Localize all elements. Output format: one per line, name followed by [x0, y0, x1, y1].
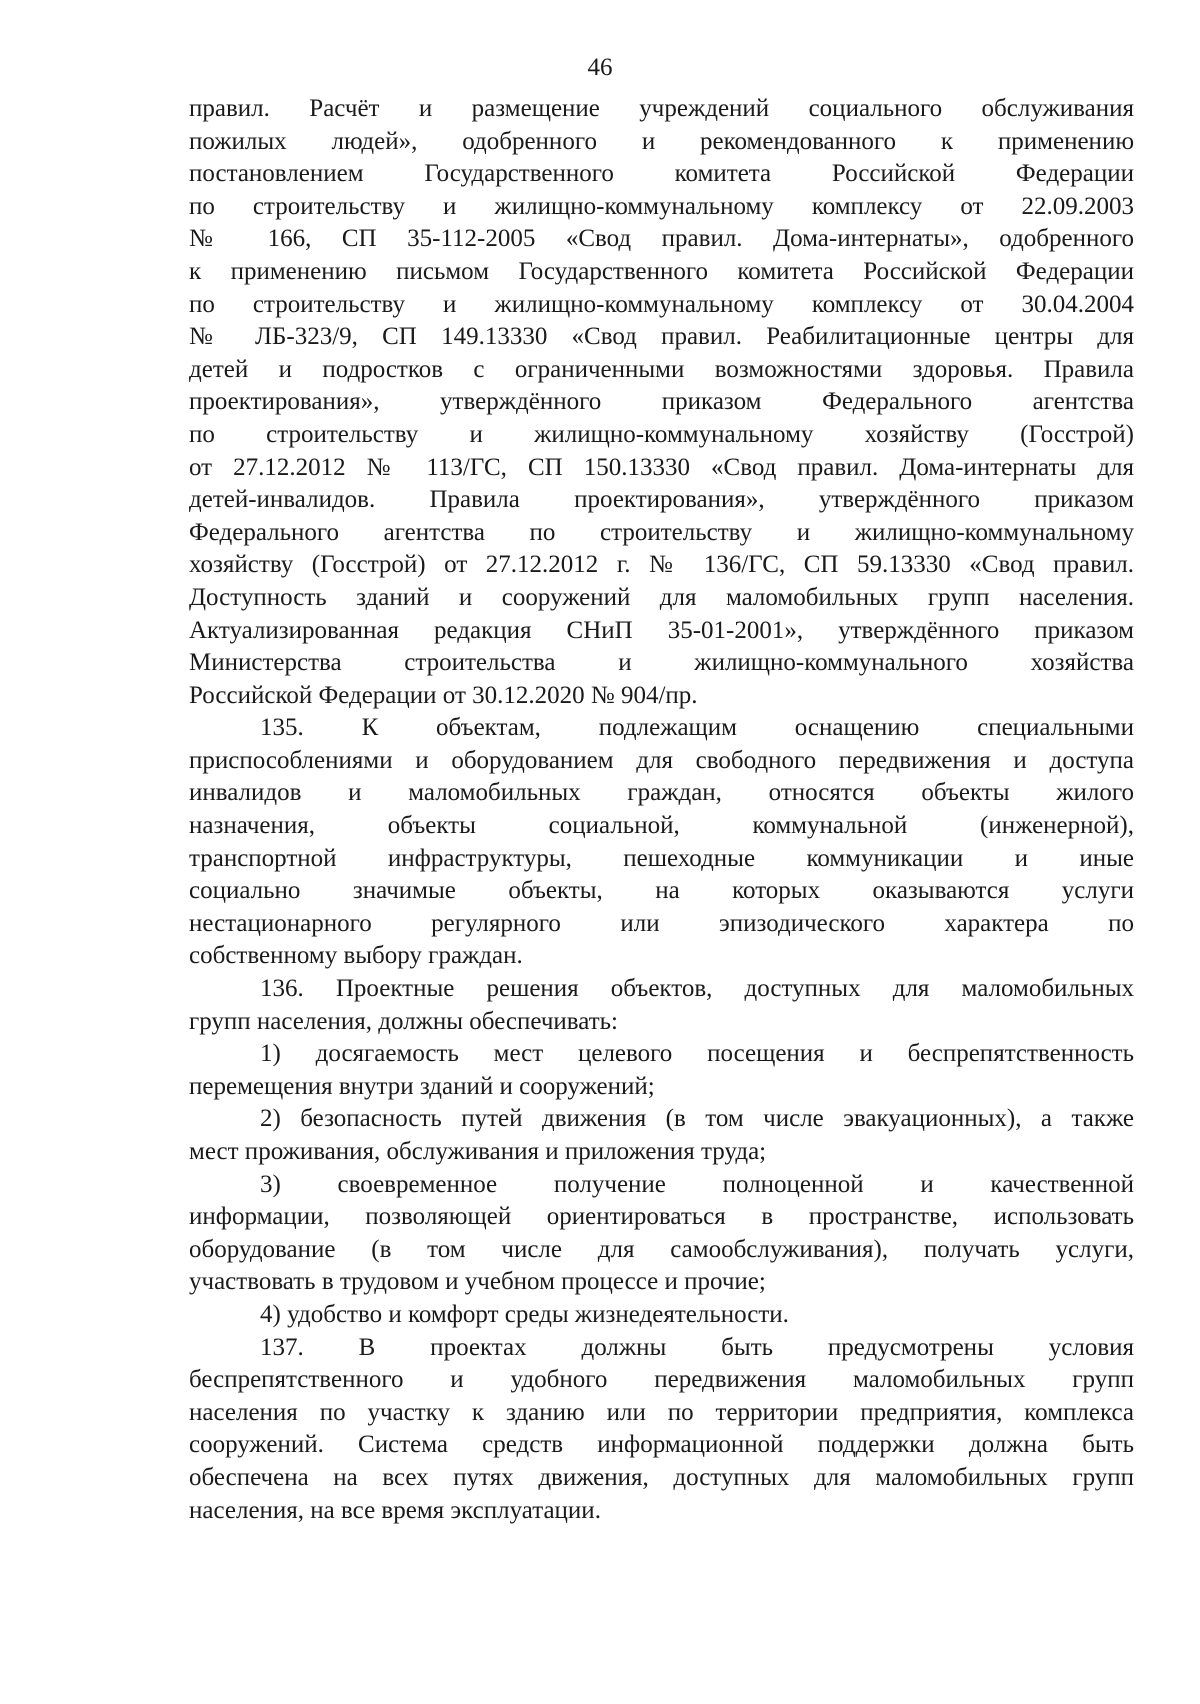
text-line: Российской Федерации от 30.12.2020 № 904/пр.	[189, 681, 698, 709]
text-line: оборудование (в том числе для самообслуживания), получать услуги,	[189, 1235, 1134, 1263]
text-line: собственному выбору граждан.	[189, 942, 523, 970]
text-line: по строительству и жилищно-коммунальному комплексу от 22.09.2003	[189, 192, 1134, 220]
text-line: по строительству и жилищно-коммунальному комплексу от 30.04.2004	[189, 290, 1134, 318]
text-line: 1) досягаемость мест целевого посещения и беспрепятственность	[260, 1040, 1134, 1068]
text-line: 137. В проектах должны быть предусмотрены условия	[260, 1333, 1134, 1361]
text-line: информации, позволяющей ориентироваться в пространстве, использовать	[189, 1203, 1134, 1231]
page-number: 46	[587, 54, 613, 81]
text-line: социально значимые объекты, на которых оказываются услуги	[189, 877, 1134, 905]
document-body	[189, 93, 1134, 1527]
text-line: групп населения, должны обеспечивать:	[189, 1007, 619, 1035]
text-line: обеспечена на всех путях движения, доступных для маломобильных групп	[189, 1463, 1134, 1491]
text-line: инвалидов и маломобильных граждан, относятся объекты жилого	[189, 779, 1134, 807]
text-line: по строительству и жилищно-коммунальному хозяйству (Госстрой)	[189, 420, 1134, 448]
text-line: № ЛБ-323/9, СП 149.13330 «Свод правил. Реабилитационные центры для	[189, 323, 1134, 351]
text-line: от 27.12.2012 № 113/ГС, СП 150.13330 «Свод правил. Дома-интернаты для	[189, 453, 1134, 481]
text-line: 4) удобство и комфорт среды жизнедеятельности.	[260, 1300, 789, 1328]
text-line: Доступность зданий и сооружений для маломобильных групп населения.	[189, 583, 1134, 611]
text-line: населения, на все время эксплуатации.	[189, 1496, 601, 1524]
text-line: населения по участку к зданию или по территории предприятия, комплекса	[189, 1398, 1134, 1426]
text-line: проектирования», утверждённого приказом Федерального агентства	[189, 388, 1134, 416]
text-line: к применению письмом Государственного комитета Российской Федерации	[189, 257, 1134, 285]
text-line: транспортной инфраструктуры, пешеходные коммуникации и иные	[189, 844, 1134, 872]
text-line: назначения, объекты социальной, коммунальной (инженерной),	[189, 812, 1134, 840]
text-line: Министерства строительства и жилищно-коммунального хозяйства	[189, 649, 1134, 677]
text-line: 3) своевременное получение полноценной и качественной	[260, 1170, 1134, 1198]
text-line: участвовать в трудовом и учебном процессе и прочие;	[189, 1268, 766, 1296]
text-line: правил. Расчёт и размещение учреждений социального обслуживания	[189, 95, 1134, 122]
text-line: нестационарного регулярного или эпизодического характера по	[189, 909, 1134, 937]
text-line: пожилых людей», одобренного и рекомендованного к применению	[189, 127, 1134, 155]
text-line: Федерального агентства по строительству и жилищно-коммунальному	[189, 518, 1134, 546]
text-line: сооружений. Система средств информационной поддержки должна быть	[189, 1431, 1134, 1459]
text-line: постановлением Государственного комитета Российской Федерации	[189, 160, 1134, 188]
text-line: 2) безопасность путей движения (в том числе эвакуационных), а также	[260, 1105, 1134, 1133]
text-line: № 166, СП 35-112-2005 «Свод правил. Дома-интернаты», одобренного	[189, 225, 1134, 253]
text-line: приспособлениями и оборудованием для свободного передвижения и доступа	[189, 746, 1134, 774]
text-line: перемещения внутри зданий и сооружений;	[189, 1072, 655, 1100]
text-line: беспрепятственного и удобного передвижения маломобильных групп	[189, 1366, 1134, 1394]
text-line: 136. Проектные решения объектов, доступных для маломобильных	[260, 975, 1134, 1003]
text-line: 135. К объектам, подлежащим оснащению специальными	[260, 714, 1134, 742]
text-line: детей и подростков с ограниченными возможностями здоровья. Правила	[189, 355, 1134, 383]
text-line: детей-инвалидов. Правила проектирования», утверждённого приказом	[189, 486, 1134, 514]
text-line: Актуализированная редакция СНиП 35-01-2001», утверждённого приказом	[189, 616, 1134, 644]
text-line: хозяйству (Госстрой) от 27.12.2012 г. № 136/ГС, СП 59.13330 «Свод правил.	[189, 551, 1134, 579]
text-line: мест проживания, обслуживания и приложения труда;	[189, 1138, 767, 1165]
